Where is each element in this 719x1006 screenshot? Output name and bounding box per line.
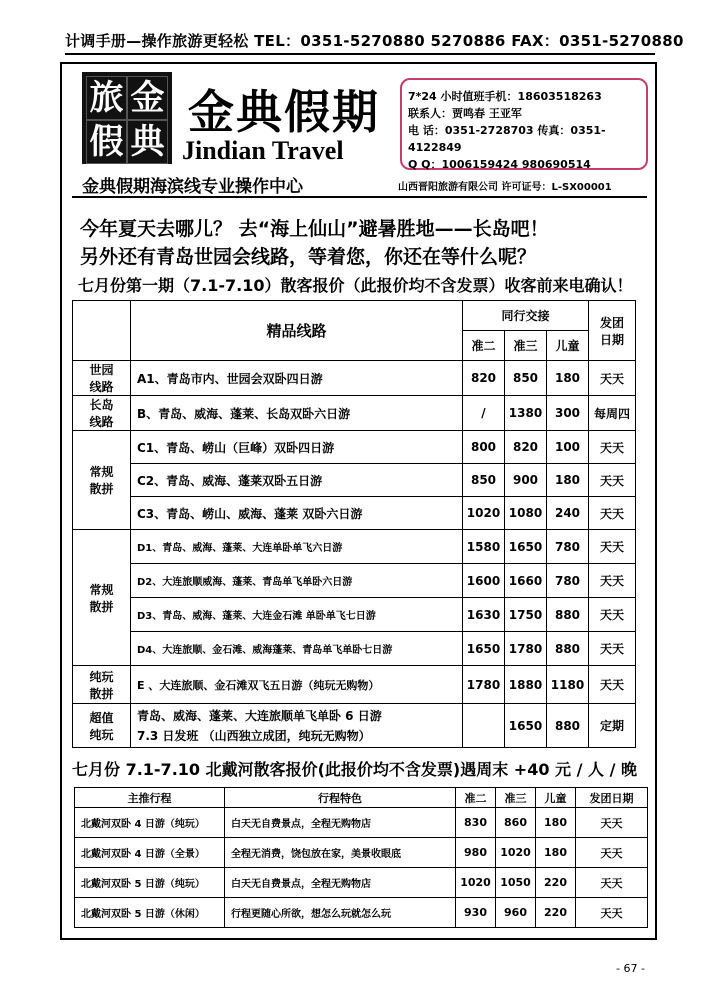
brand-name-cn: 金典假期 [188, 85, 380, 139]
route-cell: C2、青岛、威海、蓬莱双卧五日游 [131, 464, 463, 497]
price-b: 960 [496, 898, 536, 928]
feature-cell: 白天无自费景点，全程无购物店 [225, 868, 456, 898]
qq-numbers: Q Q：1006159424 980690514 [408, 158, 591, 171]
route-cell: 北戴河双卧 4 日游（纯玩） [75, 808, 225, 838]
logo-char: 假 [86, 120, 127, 164]
price-c: 1180 [547, 666, 589, 704]
price-b: 860 [496, 808, 536, 838]
logo-char: 旅 [86, 76, 127, 120]
route-cell: C3、青岛、崂山、威海、蓬莱 双卧六日游 [131, 497, 463, 530]
price-c: 780 [547, 530, 589, 564]
price-a: 1630 [463, 598, 505, 632]
price-b: 1020 [496, 838, 536, 868]
route-cell: D4、大连旅顺、金石滩、威海蓬莱、青岛单飞单卧七日游 [131, 632, 463, 666]
price-c: 180 [547, 361, 589, 396]
table-row [73, 361, 636, 396]
top-header: 计调手册—操作旅游更轻松 TEL：0351-5270880 5270886 FAX：0351-5270880 [65, 30, 655, 55]
table-row [73, 431, 636, 464]
price-a: 930 [456, 898, 496, 928]
table1-title: 七月份第一期（7.1-7.10）散客报价（此报价均不含发票）收客前来电确认！ [78, 276, 633, 295]
table-row [75, 898, 648, 928]
price-c: 220 [536, 898, 576, 928]
route-cell: B、青岛、威海、蓬莱、长岛双卧六日游 [131, 396, 463, 431]
route-cell: 北戴河双卧 5 日游（休闲） [75, 898, 225, 928]
price-b: 1080 [505, 497, 547, 530]
promo-line-1: 今年夏天去哪儿？ 去“海上仙山”避暑胜地——长岛吧！ [80, 218, 549, 240]
price-b: 1050 [496, 868, 536, 898]
depart-cell: 天天 [589, 497, 636, 530]
table-row [73, 530, 636, 564]
depart-cell: 天天 [589, 666, 636, 704]
company-license: 山西晋阳旅游有限公司 许可证号：L-SX00001 [398, 182, 612, 193]
price-a: / [463, 396, 505, 431]
price-c: 780 [547, 564, 589, 598]
promo-line-2: 另外还有青岛世园会线路，等着您，你还在等什么呢？ [80, 246, 537, 268]
depart-cell: 定期 [589, 704, 636, 748]
table-row [75, 868, 648, 898]
depart-cell: 天天 [589, 632, 636, 666]
header-col-a: 准二 [463, 331, 505, 361]
price-c: 880 [547, 704, 589, 748]
price-c: 100 [547, 431, 589, 464]
table-row [75, 808, 648, 838]
price-c: 220 [536, 868, 576, 898]
header-col-b: 准三 [505, 331, 547, 361]
price-c: 880 [547, 598, 589, 632]
price-a: 1020 [456, 868, 496, 898]
header-depart: 发团日期 [589, 301, 636, 361]
brand-name-en: Jindian Travel [182, 136, 344, 165]
table-row [73, 704, 636, 748]
depart-cell: 天天 [589, 564, 636, 598]
price-c: 880 [547, 632, 589, 666]
header-price-group: 同行交接 [463, 301, 589, 331]
header-col-c: 儿童 [547, 331, 589, 361]
route-cell: 北戴河双卧 4 日游（全景） [75, 838, 225, 868]
table-row [73, 666, 636, 704]
route-cell: 青岛、威海、蓬莱、大连旅顺单飞单卧 6 日游 [137, 708, 382, 723]
price-c: 240 [547, 497, 589, 530]
depart-cell: 天天 [589, 598, 636, 632]
price-c: 180 [547, 464, 589, 497]
route-cell: D1、青岛、威海、蓬莱、大连单卧单飞六日游 [131, 530, 463, 564]
table-row [73, 396, 636, 431]
route-cell: C1、青岛、崂山（巨峰）双卧四日游 [131, 431, 463, 464]
feature-cell: 白天无自费景点，全程无购物店 [225, 808, 456, 838]
logo-seal [82, 72, 172, 164]
t2-header: 准三 [496, 788, 536, 808]
table-row [75, 838, 648, 868]
t2-header: 行程特色 [225, 788, 456, 808]
table-row [73, 564, 636, 598]
price-b: 1660 [505, 564, 547, 598]
price-b: 1650 [505, 530, 547, 564]
group-label: 纯玩散拼 [73, 666, 131, 704]
feature-cell: 行程更随心所欲，想怎么玩就怎么玩 [225, 898, 456, 928]
price-a [463, 704, 505, 748]
group-label: 世园线路 [73, 361, 131, 396]
feature-cell: 全程无消费，饶包放在家，美景收眼底 [225, 838, 456, 868]
depart-cell: 天天 [589, 431, 636, 464]
phone-fax: 电 话：0351-2728703 传真：0351-4122849 [408, 124, 606, 154]
group-label: 超值纯玩 [73, 704, 131, 748]
route-cell: D3、青岛、威海、蓬莱、大连金石滩 单卧单飞七日游 [131, 598, 463, 632]
route-cell: E 、大连旅顺、金石滩双飞五日游（纯玩无购物） [131, 666, 463, 704]
logo-char: 金 [127, 76, 168, 120]
contact-person: 联系人：贾鸣春 王亚军 [408, 107, 522, 120]
table-row [73, 598, 636, 632]
hotline: 7*24 小时值班手机：18603518263 [408, 90, 602, 103]
price-b: 1780 [505, 632, 547, 666]
table-row [73, 497, 636, 530]
logo-char: 典 [127, 120, 168, 164]
depart-cell: 天天 [576, 838, 648, 868]
price-a: 1580 [463, 530, 505, 564]
depart-cell: 天天 [576, 898, 648, 928]
price-a: 1650 [463, 632, 505, 666]
price-c: 180 [536, 838, 576, 868]
price-b: 1880 [505, 666, 547, 704]
price-c: 300 [547, 396, 589, 431]
depart-cell: 天天 [576, 808, 648, 838]
contact-box [400, 78, 648, 170]
route-cell: A1、青岛市内、世园会双卧四日游 [131, 361, 463, 396]
price-a: 800 [463, 431, 505, 464]
price-b: 1650 [505, 704, 547, 748]
price-table-2 [74, 787, 648, 928]
route-cell: D2、大连旅顺威海、蓬莱、青岛单飞单卧六日游 [131, 564, 463, 598]
price-a: 1600 [463, 564, 505, 598]
price-b: 850 [505, 361, 547, 396]
group-label: 常规散拼 [73, 431, 131, 530]
divider [72, 196, 647, 198]
table2-title: 七月份 7.1-7.10 北戴河散客报价(此报价均不含发票)遇周末 +40 元 / 人 / 晚 [72, 760, 638, 779]
depart-cell: 天天 [589, 464, 636, 497]
price-a: 820 [463, 361, 505, 396]
route-cell: 北戴河双卧 5 日游（纯玩） [75, 868, 225, 898]
table-row [73, 464, 636, 497]
price-c: 180 [536, 808, 576, 838]
t2-header: 准二 [456, 788, 496, 808]
price-b: 900 [505, 464, 547, 497]
price-a: 1780 [463, 666, 505, 704]
page-number: - 67 - [616, 962, 645, 975]
table-row [73, 632, 636, 666]
price-a: 830 [456, 808, 496, 838]
price-b: 820 [505, 431, 547, 464]
header-route: 精品线路 [131, 301, 463, 361]
t2-header: 主推行程 [75, 788, 225, 808]
depart-cell: 每周四 [589, 396, 636, 431]
depart-cell: 天天 [589, 530, 636, 564]
price-b: 1750 [505, 598, 547, 632]
t2-header: 发团日期 [576, 788, 648, 808]
price-a: 850 [463, 464, 505, 497]
group-label: 长岛线路 [73, 396, 131, 431]
price-b: 1380 [505, 396, 547, 431]
group-label: 常规散拼 [73, 530, 131, 666]
depart-cell: 天天 [589, 361, 636, 396]
depart-cell: 天天 [576, 868, 648, 898]
price-a: 1020 [463, 497, 505, 530]
center-name: 金典假期海滨线专业操作中心 [82, 177, 303, 197]
t2-header: 儿童 [536, 788, 576, 808]
price-table-1 [72, 300, 636, 748]
route-note: 7.3 日发班 （山西独立成团，纯玩无购物） [137, 728, 371, 743]
price-a: 980 [456, 838, 496, 868]
